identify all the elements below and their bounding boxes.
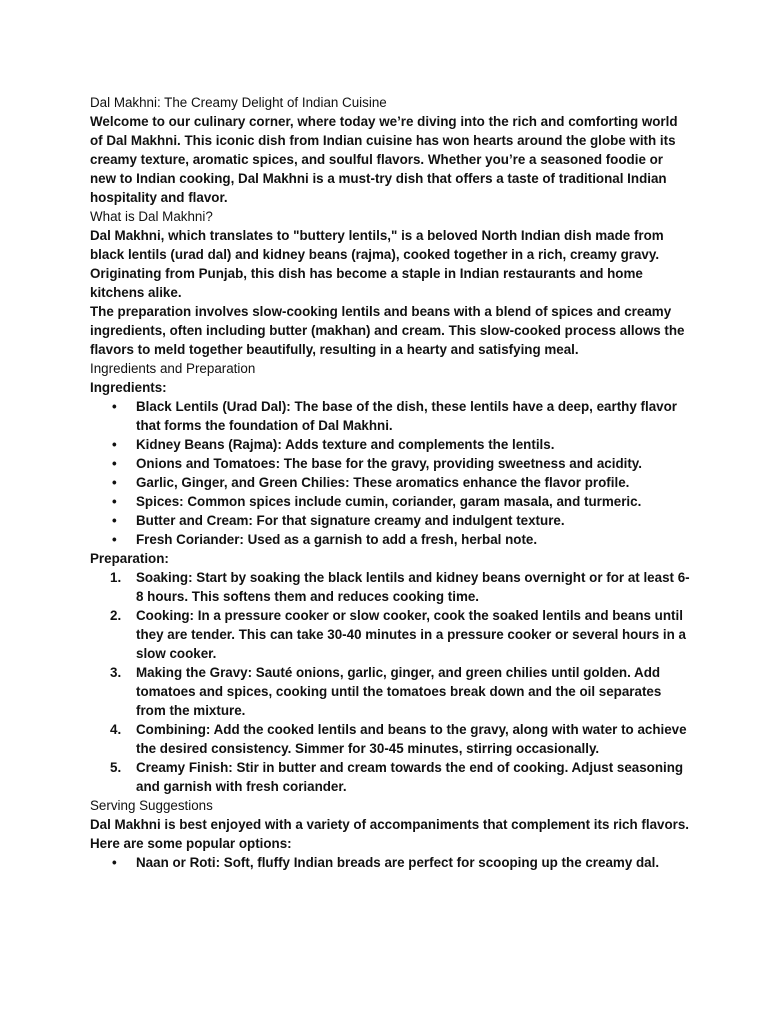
what-is-paragraph-2: The preparation involves slow-cooking lentils and beans with a blend of spices and creamy ingredients, often including butter (makhan) and cream. This slow-cooked process allows the flavors to meld together beautifully, resulting in a hearty and satisfying meal.	[90, 304, 685, 357]
bullet-icon: •	[112, 513, 117, 528]
section-heading-serving: Serving Suggestions	[90, 798, 213, 813]
document-page	[90, 93, 690, 872]
serving-text: Naan or Roti: Soft, fluffy Indian breads are perfect for scooping up the creamy dal.	[136, 855, 660, 870]
ingredient-text: Black Lentils (Urad Dal): The base of the dish, these lentils have a deep, earthy flavor that forms the foundation of Dal Makhni.	[136, 399, 677, 433]
list-item	[90, 492, 690, 511]
step-text: Creamy Finish: Stir in butter and cream towards the end of cooking. Adjust seasoning and garnish with fresh coriander.	[136, 760, 684, 794]
ingredient-text: Onions and Tomatoes: The base for the gravy, providing sweetness and acidity.	[136, 456, 642, 471]
step-number: 2.	[110, 608, 122, 623]
list-item	[90, 663, 690, 720]
intro-paragraph: Welcome to our culinary corner, where today we’re diving into the rich and comforting world of Dal Makhni. This iconic dish from Indian cuisine has won hearts around the globe with its creamy texture, aromatic spices, and soulful flavors. Whether you’re a seasoned foodie or new to Indian cooking, Dal Makhni is a must-try dish that offers a taste of traditional Indian hospitality and flavor.	[90, 114, 678, 205]
section-heading-what-is: What is Dal Makhni?	[90, 209, 213, 224]
bullet-icon: •	[112, 456, 117, 471]
ingredient-text: Garlic, Ginger, and Green Chilies: These aromatics enhance the flavor profile.	[136, 475, 630, 490]
ingredient-text: Kidney Beans (Rajma): Adds texture and complements the lentils.	[136, 437, 555, 452]
list-item	[90, 435, 690, 454]
serving-list	[90, 853, 690, 872]
step-number: 3.	[110, 665, 122, 680]
bullet-icon: •	[112, 855, 117, 870]
list-item	[90, 720, 690, 758]
preparation-steps	[90, 568, 690, 796]
step-text: Soaking: Start by soaking the black lentils and kidney beans overnight or for at least 6-8 hours. This softens them and reduces cooking time.	[136, 570, 690, 604]
list-item	[90, 758, 690, 796]
step-number: 4.	[110, 722, 122, 737]
ingredient-text: Butter and Cream: For that signature creamy and indulgent texture.	[136, 513, 565, 528]
step-text: Cooking: In a pressure cooker or slow cooker, cook the soaked lentils and beans until they are tender. This can take 30-40 minutes in a pressure cooker or several hours in a slow cooker.	[136, 608, 686, 661]
step-text: Combining: Add the cooked lentils and beans to the gravy, along with water to achieve the desired consistency. Simmer for 30-45 minutes, stirring occasionally.	[136, 722, 687, 756]
list-item	[90, 511, 690, 530]
preparation-label: Preparation:	[90, 551, 169, 566]
list-item	[90, 473, 690, 492]
list-item	[90, 606, 690, 663]
serving-paragraph: Dal Makhni is best enjoyed with a variety of accompaniments that complement its rich flavors. Here are some popular options:	[90, 817, 690, 851]
section-heading-ingredients-preparation: Ingredients and Preparation	[90, 361, 256, 376]
list-item	[90, 530, 690, 549]
ingredients-list	[90, 397, 690, 549]
list-item	[90, 568, 690, 606]
list-item	[90, 454, 690, 473]
bullet-icon: •	[112, 475, 117, 490]
ingredient-text: Fresh Coriander: Used as a garnish to add a fresh, herbal note.	[136, 532, 538, 547]
list-item	[90, 397, 690, 435]
bullet-icon: •	[112, 494, 117, 509]
step-number: 5.	[110, 760, 122, 775]
bullet-icon: •	[112, 437, 117, 452]
bullet-icon: •	[112, 532, 117, 547]
list-item	[90, 853, 690, 872]
what-is-paragraph-1: Dal Makhni, which translates to "buttery lentils," is a beloved North Indian dish made from black lentils (urad dal) and kidney beans (rajma), cooked together in a rich, creamy gravy. Originating from Punjab, this dish has become a staple in Indian restaurants and home kitchens alike.	[90, 228, 664, 300]
ingredient-text: Spices: Common spices include cumin, coriander, garam masala, and turmeric.	[136, 494, 642, 509]
step-text: Making the Gravy: Sauté onions, garlic, ginger, and green chilies until golden. Add tomatoes and spices, cooking until the tomatoes break down and the oil separates from the mixture.	[136, 665, 662, 718]
bullet-icon: •	[112, 399, 117, 414]
step-number: 1.	[110, 570, 122, 585]
ingredients-label: Ingredients:	[90, 380, 167, 395]
document-title: Dal Makhni: The Creamy Delight of Indian Cuisine	[90, 95, 387, 110]
